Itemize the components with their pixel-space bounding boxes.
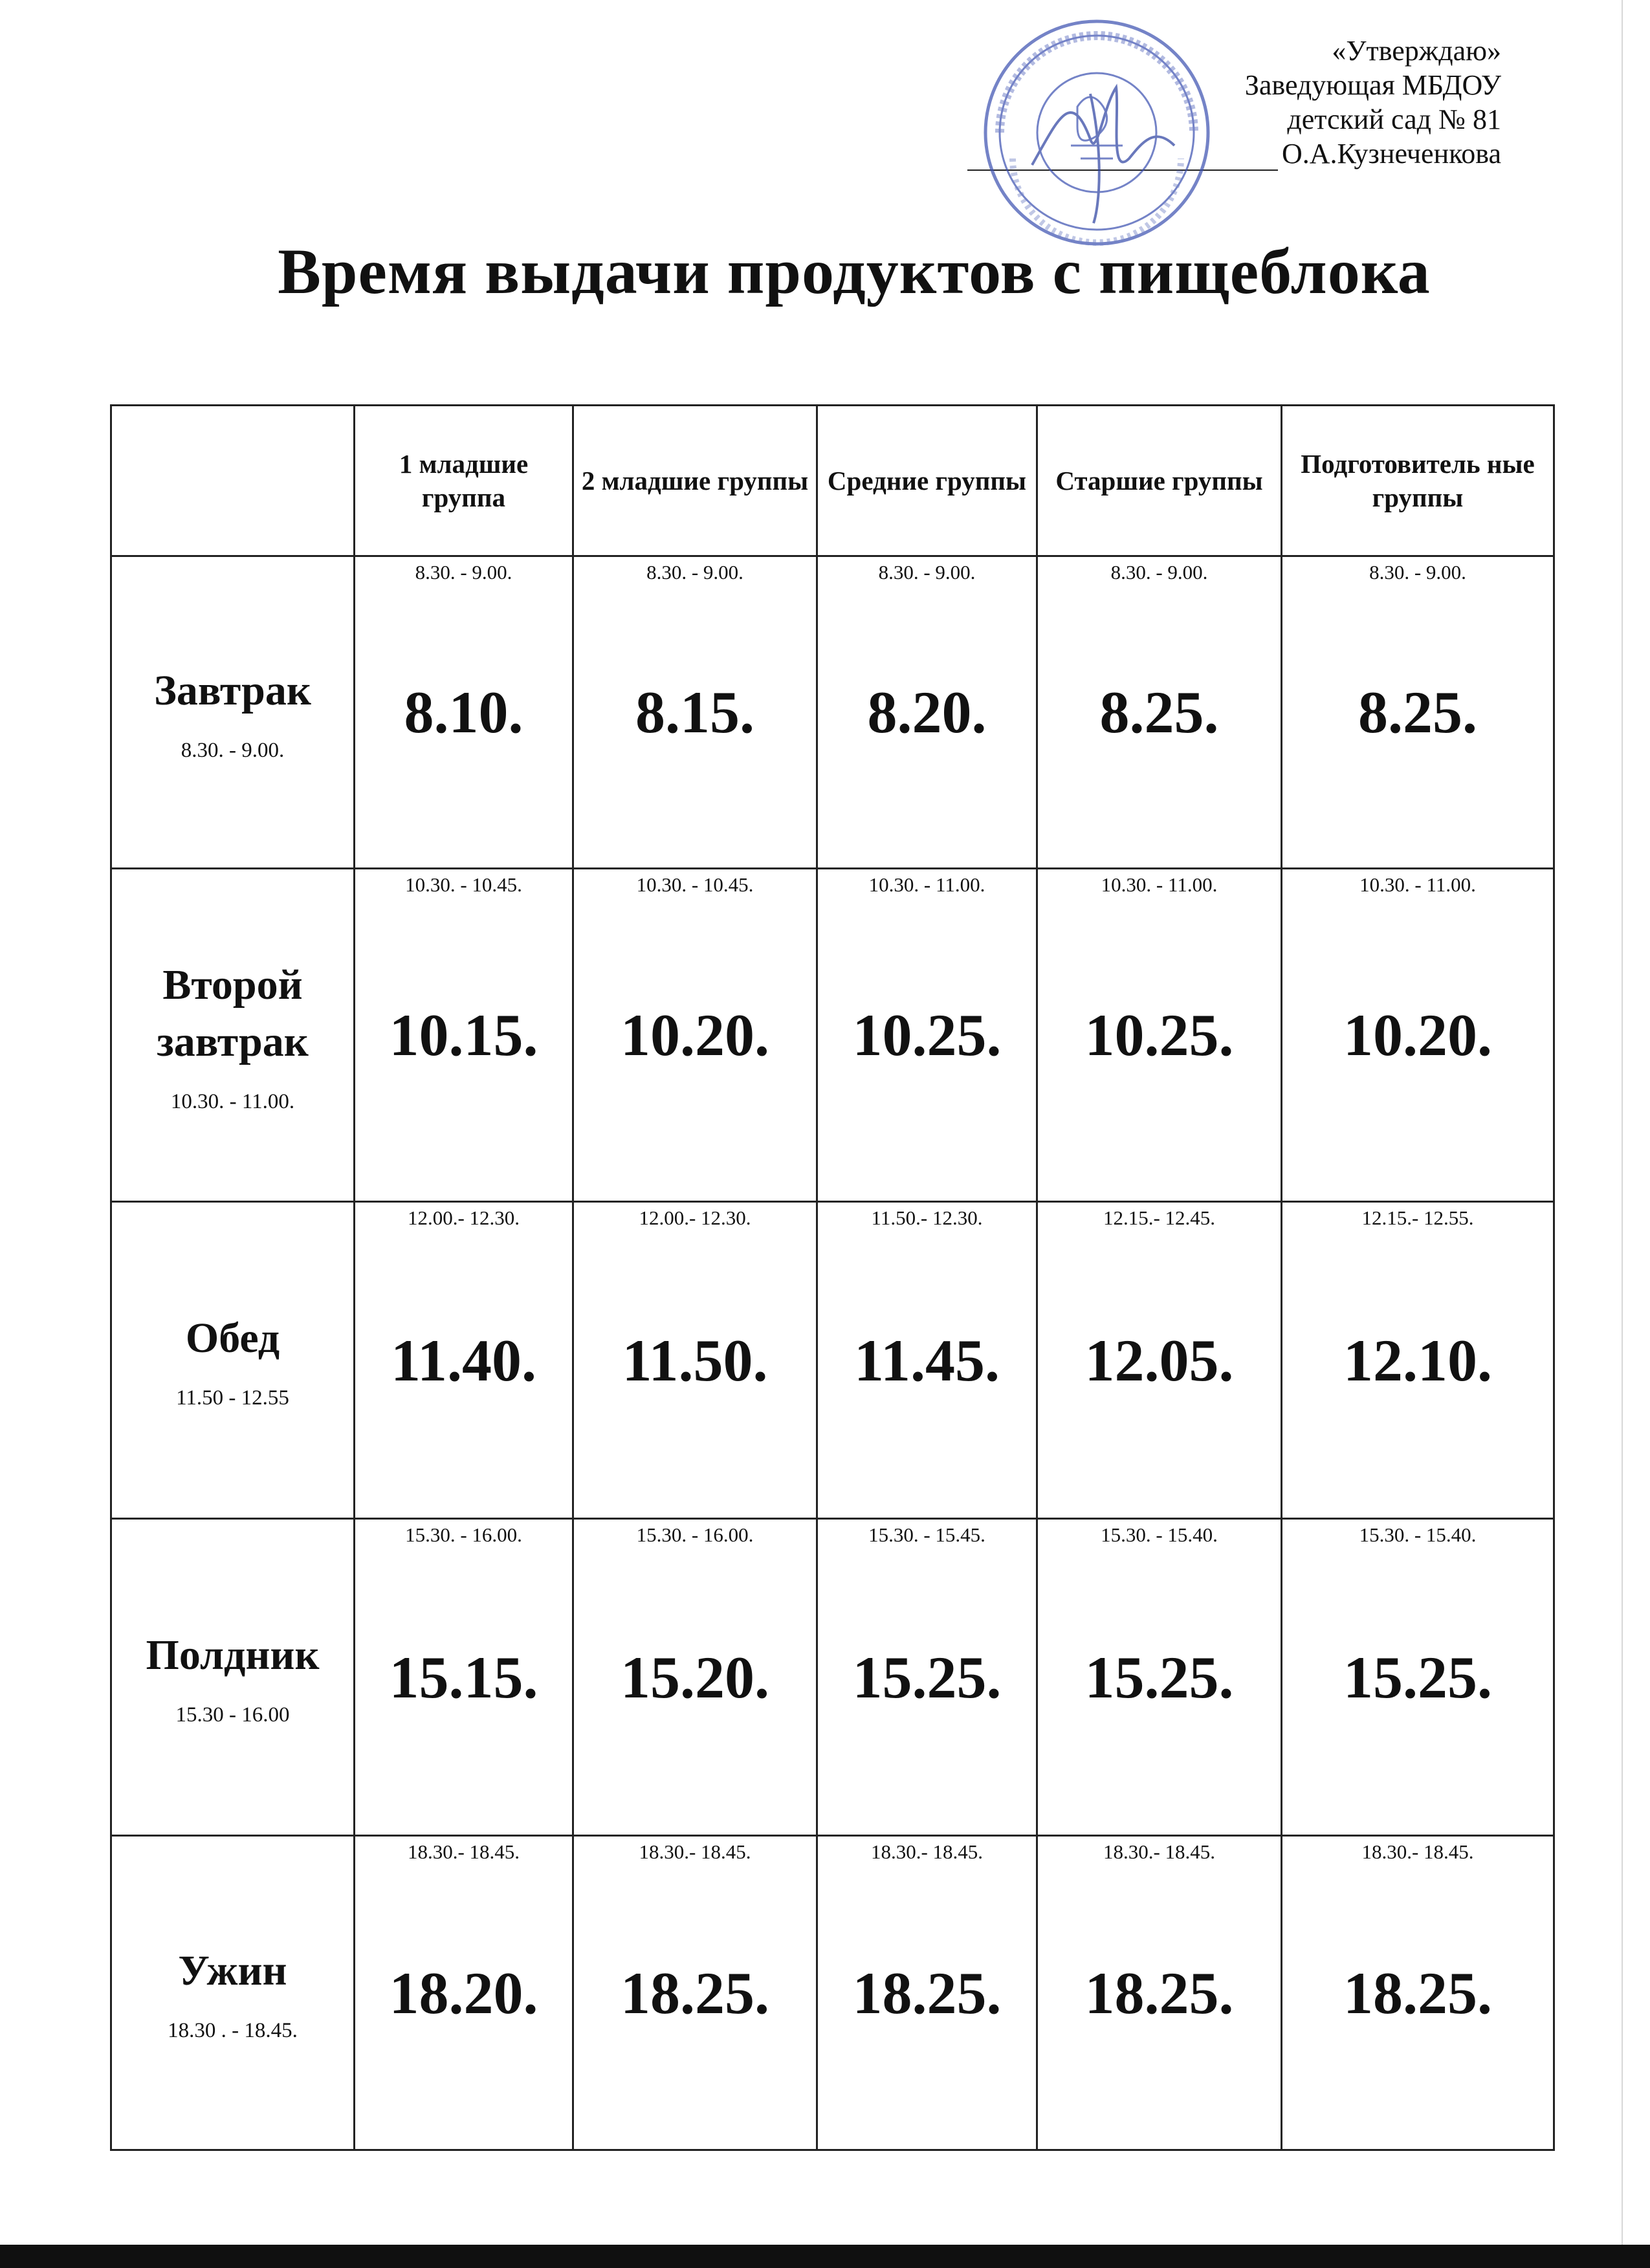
serving-range: 8.30. - 9.00. — [878, 561, 976, 583]
time-cell — [573, 1836, 817, 2150]
serving-range: 18.30.- 18.45. — [1361, 1840, 1474, 1863]
header-group-5: Подготовитель ные группы — [1282, 406, 1554, 556]
time-cell — [1037, 556, 1282, 869]
serving-range: 12.00.- 12.30. — [639, 1206, 751, 1229]
time-cell — [1037, 1836, 1282, 2150]
approval-signer: О.А.Кузнеченкова — [1281, 138, 1501, 169]
issue-time: 15.15. — [389, 1644, 538, 1710]
time-cell — [573, 556, 817, 869]
issue-time: 18.25. — [1343, 1959, 1492, 2026]
time-cell — [1037, 1519, 1282, 1836]
meal-window: 8.30. - 9.00. — [181, 738, 285, 762]
meal-cell — [111, 1836, 355, 2150]
issue-time: 11.50. — [622, 1327, 768, 1393]
time-cell — [355, 556, 573, 869]
meal-cell — [111, 1519, 355, 1836]
serving-range: 8.30. - 9.00. — [415, 561, 512, 583]
issue-time: 10.20. — [1343, 1002, 1492, 1068]
approval-position: Заведующая МБДОУ — [1244, 69, 1501, 101]
time-cell — [817, 1202, 1037, 1519]
time-cell — [355, 1202, 573, 1519]
meal-window: 18.30 . - 18.45. — [168, 2019, 298, 2042]
time-cell — [817, 1519, 1037, 1836]
table-row — [111, 869, 1554, 1202]
issue-time: 8.15. — [635, 679, 754, 745]
issue-time: 18.20. — [389, 1959, 538, 2026]
serving-range: 10.30. - 11.00. — [1359, 873, 1476, 896]
time-cell — [355, 869, 573, 1202]
serving-range: 8.30. - 9.00. — [1110, 561, 1208, 583]
approval-organization: детский сад № 81 — [1287, 104, 1501, 135]
meal-name: Завтрак — [154, 666, 311, 714]
serving-range: 10.30. - 11.00. — [1101, 873, 1218, 896]
time-cell — [1037, 1202, 1282, 1519]
issue-time: 18.25. — [852, 1959, 1002, 2026]
serving-range: 18.30.- 18.45. — [870, 1840, 984, 1863]
approval-heading: «Утверждаю» — [1332, 35, 1501, 67]
issue-time: 10.25. — [852, 1002, 1002, 1068]
meal-window: 10.30. - 11.00. — [170, 1089, 295, 1113]
time-cell — [817, 556, 1037, 869]
serving-range: 18.30.- 18.45. — [407, 1840, 520, 1863]
time-cell — [817, 1836, 1037, 2150]
issue-time: 15.25. — [1084, 1644, 1234, 1710]
issue-time: 10.25. — [1084, 1002, 1234, 1068]
time-cell — [1282, 556, 1554, 869]
table-header-row — [111, 406, 1554, 556]
meal-name: Обед — [185, 1314, 280, 1362]
issue-time: 8.25. — [1358, 679, 1477, 745]
serving-range: 8.30. - 9.00. — [1369, 561, 1466, 583]
time-cell — [817, 869, 1037, 1202]
meal-cell — [111, 556, 355, 869]
issue-time: 12.05. — [1084, 1327, 1234, 1393]
serving-range: 12.15.- 12.45. — [1103, 1206, 1216, 1229]
meal-name: Полдник — [146, 1631, 320, 1679]
header-group-1: 1 младшие группа — [355, 406, 573, 556]
issue-time: 11.45. — [854, 1327, 1000, 1393]
serving-range: 18.30.- 18.45. — [639, 1840, 751, 1863]
issue-time: 15.20. — [621, 1644, 769, 1710]
issue-time: 12.10. — [1343, 1327, 1492, 1393]
meal-cell — [111, 869, 355, 1202]
issue-time: 18.25. — [1084, 1959, 1234, 2026]
header-group-3: Средние группы — [817, 406, 1037, 556]
schedule-table — [110, 404, 1555, 2151]
serving-range: 15.30. - 16.00. — [405, 1523, 522, 1546]
time-cell — [1282, 1202, 1554, 1519]
meal-name: Ужин — [178, 1947, 287, 1994]
time-cell — [1037, 869, 1282, 1202]
header-group-4: Старшие группы — [1037, 406, 1282, 556]
serving-range: 15.30. - 16.00. — [636, 1523, 754, 1546]
page-title: Время выдачи продуктов с пищеблока — [278, 235, 1431, 307]
issue-time: 8.25. — [1099, 679, 1219, 745]
time-cell — [573, 1519, 817, 1836]
table-row — [111, 1519, 1554, 1836]
serving-range: 12.15.- 12.55. — [1361, 1206, 1474, 1229]
serving-range: 12.00.- 12.30. — [407, 1206, 520, 1229]
serving-range: 11.50.- 12.30. — [871, 1206, 983, 1229]
meal-name: Второй завтрак — [157, 961, 309, 1065]
table-row — [111, 1836, 1554, 2150]
time-cell — [355, 1836, 573, 2150]
issue-time: 18.25. — [621, 1959, 769, 2026]
meal-window: 15.30 - 16.00 — [175, 1703, 290, 1727]
time-cell — [1282, 1519, 1554, 1836]
scan-edge — [1622, 0, 1623, 2245]
meal-cell — [111, 1202, 355, 1519]
time-cell — [355, 1519, 573, 1836]
serving-range: 8.30. - 9.00. — [646, 561, 743, 583]
table-row — [111, 1202, 1554, 1519]
issue-time: 8.10. — [404, 679, 523, 745]
serving-range: 18.30.- 18.45. — [1103, 1840, 1216, 1863]
scan-border — [0, 2245, 1650, 2268]
issue-time: 15.25. — [1343, 1644, 1492, 1710]
issue-time: 8.20. — [867, 679, 987, 745]
serving-range: 15.30. - 15.40. — [1359, 1523, 1477, 1546]
time-cell — [1282, 1836, 1554, 2150]
time-cell — [1282, 869, 1554, 1202]
issue-time: 11.40. — [391, 1327, 536, 1393]
meal-window: 11.50 - 12.55 — [176, 1386, 289, 1410]
issue-time: 10.15. — [389, 1002, 538, 1068]
serving-range: 15.30. - 15.40. — [1101, 1523, 1218, 1546]
time-cell — [573, 869, 817, 1202]
issue-time: 15.25. — [852, 1644, 1002, 1710]
table-row — [111, 556, 1554, 869]
serving-range: 10.30. - 11.00. — [868, 873, 985, 896]
header-group-2: 2 младшие группы — [573, 406, 817, 556]
official-stamp — [941, 10, 1304, 262]
header-corner — [111, 406, 355, 556]
serving-range: 10.30. - 10.45. — [636, 873, 754, 896]
issue-time: 10.20. — [621, 1002, 769, 1068]
serving-range: 10.30. - 10.45. — [405, 873, 522, 896]
serving-range: 15.30. - 15.45. — [868, 1523, 985, 1546]
time-cell — [573, 1202, 817, 1519]
